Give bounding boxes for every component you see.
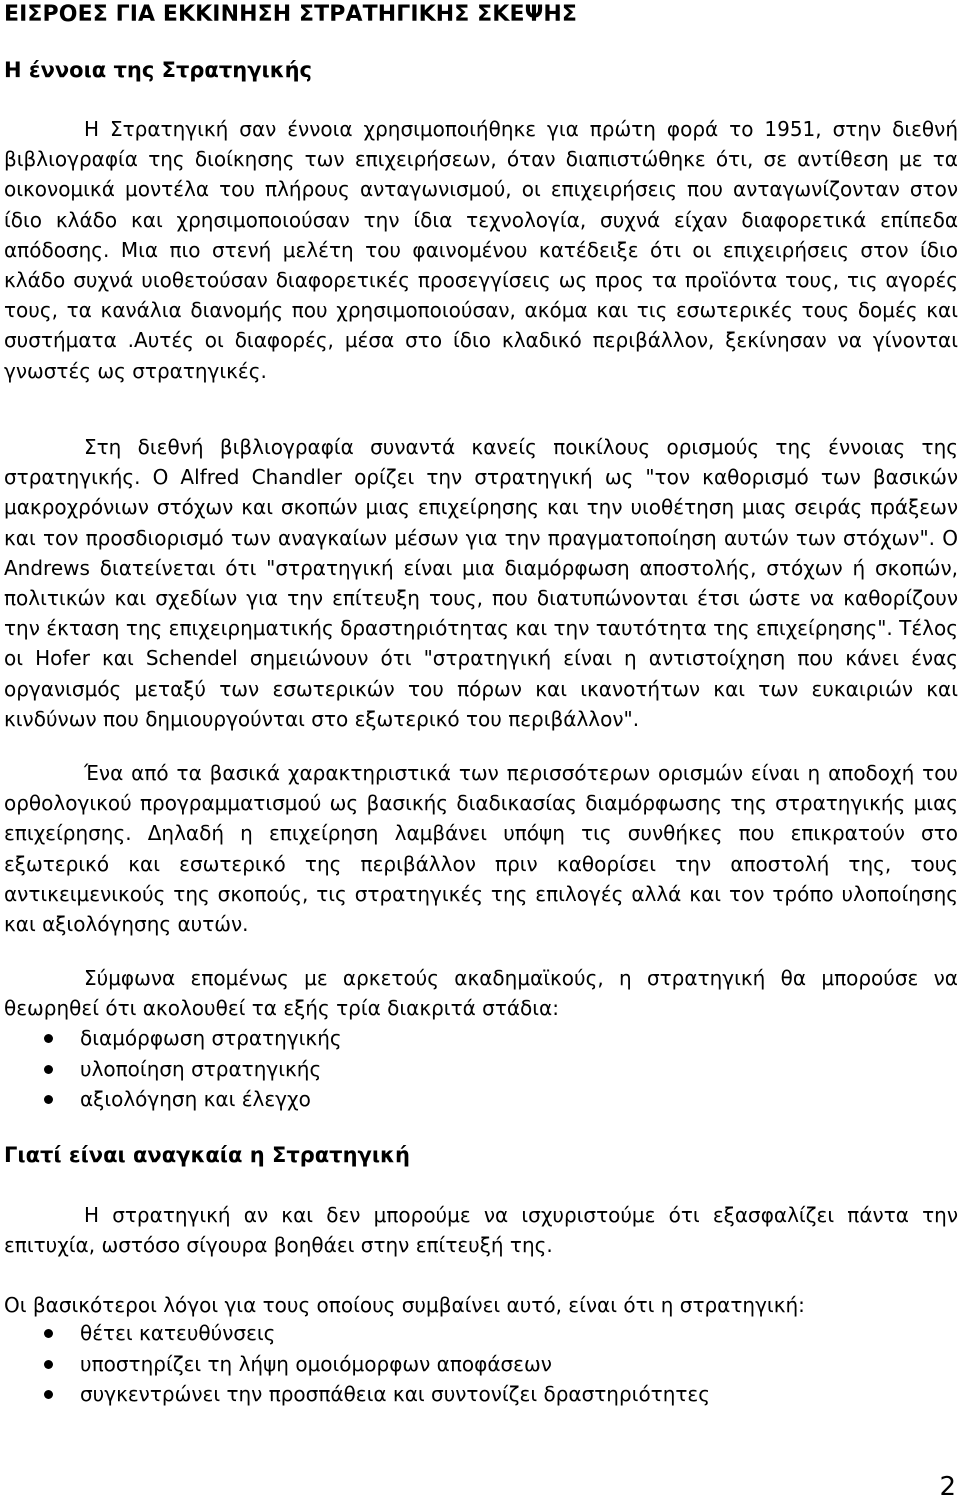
list-item-label: υλοποίηση στρατηγικής [80,1056,322,1081]
bullet-icon [44,1329,53,1338]
paragraph-stages-intro: Σύμφωνα επομένως με αρκετούς ακαδημαϊκούς, η στρατηγική θα μπορούσε να θεωρηθεί ότι ακολουθεί τα εξής τρία διακριτά στάδια: [4,966,958,1021]
list-item [0,1318,710,1349]
list-item [0,1379,710,1410]
document-title: ΕΙΣΡΟΕΣ ΓΙΑ ΕΚΚΙΝΗΣΗ ΣΤΡΑΤΗΓΙΚΗΣ ΣΚΕΨΗΣ [4,2,577,27]
paragraph-reasons-intro: Οι βασικότεροι λόγοι για τους οποίους συμβαίνει αυτό, είναι ότι η στρατηγική: [4,1293,805,1317]
list-item-label: θέτει κατευθύνσεις [80,1321,276,1345]
bullet-icon [44,1360,53,1369]
list-item-label: συγκεντρώνει την προσπάθεια και συντονίζει δραστηριότητες [80,1382,710,1406]
reasons-list [0,1318,710,1410]
stages-list [0,1023,342,1115]
paragraph-rational-planning: Ένα από τα βασικά χαρακτηριστικά των περισσότερων ορισμών είναι η αποδοχή του ορθολογικού προγραμματισμού ως βασικής διαδικασίας διαμόρφωσης της στρατηγικής μιας επιχείρησης. Δηλαδή η επιχείρηση λαμβάνει υπόψη τις συνθήκες που επικρατούν στο εξωτερικό και εσωτερικό της περιβάλλον πριν καθορίσει την αποστολή της, τους αντικειμενικούς της σκοπούς, τις στρατηγικές της επιλογές αλλά και τον τρόπο υλοποίησης και αξιολόγησης αυτών. [4,761,958,937]
paragraph-history: Η Στρατηγική σαν έννοια χρησιμοποιήθηκε για πρώτη φορά το 1951, στην διεθνή βιβλιογραφία της διοίκησης των επιχειρήσεων, όταν διαπιστώθηκε ότι, σε αντίθεση με τα οικονομικά μοντέλα του πλήρους ανταγωνισμού, οι επιχειρήσεις που ανταγωνίζονταν στον ίδιο κλάδο και χρησιμοποιούσαν την ίδια τεχνολογία, συχνά είχαν διαφορετικά επίπεδα απόδοσης. Μια πιο στενή μελέτη του φαινομένου κατέδειξε ότι οι επιχειρήσεις στον ίδιο κλάδο συχνά υιοθετούσαν διαφορετικές προσεγγίσεις ως προς τα προϊόντα τους, τις αγορές τους, τα κανάλια διανομής που χρησιμοποιούσαν, ακόμα και τις εσωτερικές τους δομές και συστήματα .Αυτές οι διαφορές, μέσα στο ίδιο κλαδικό περιβάλλον, ξεκίνησαν να γίνονται γνωστές ως στρατηγικές. [4,117,958,383]
bullet-icon [44,1390,53,1399]
section-heading-strategy-concept: Η έννοια της Στρατηγικής [4,58,313,82]
list-item-label: διαμόρφωση στρατηγικής [80,1026,342,1050]
list-item [0,1054,342,1085]
list-item-label: υποστηρίζει τη λήψη ομοιόμορφων αποφάσεων [80,1351,552,1376]
list-item-label: αξιολόγηση και έλεγχο [80,1087,311,1111]
page-number: 2 [939,1472,956,1502]
bullet-icon [44,1095,53,1104]
section-heading-why-strategy: Γιατί είναι αναγκαία η Στρατηγική [4,1143,410,1167]
list-item [0,1349,710,1380]
paragraph-definitions: Στη διεθνή βιβλιογραφία συναντά κανείς ποικίλους ορισμούς της έννοιας της στρατηγικής. Ο Alfred Chandler ορίζει την στρατηγική ως "τον καθορισμό των βασικών μακροχρόνιων στόχων και σκοπών μιας επιχείρησης και την υιοθέτηση μιας σειράς πράξεων και τον προσδιορισμό των αναγκαίων μέσων για την πραγματοποίηση αυτών των στόχων". Ο Andrews διατείνεται ότι "στρατηγική είναι μια διαμόρφωση αποστολής, στόχων ή σκοπών, πολιτικών και σχεδίων για την επίτευξη τους, που διατυπώνονται έτσι ώστε να καθορίζουν την έκταση της επιχειρηματικής δραστηριότητας και την ταυτότητα της επιχείρησης". Τέλος οι Hofer και Schendel σημειώνουν ότι "στρατηγική είναι η αντιστοίχηση που κάνει ένας οργανισμός μεταξύ των εσωτερικών του πόρων και ικανοτήτων και των ευκαιριών και κινδύνων που δημιουργούνται στο εξωτερικό του περιβάλλον". [4,435,958,731]
bullet-icon [44,1065,53,1074]
bullet-icon [44,1034,53,1043]
list-item [0,1084,342,1115]
paragraph-success: Η στρατηγική αν και δεν μπορούμε να ισχυριστούμε ότι εξασφαλίζει πάντα την επιτυχία, ωστόσο σίγουρα βοηθάει στην επίτευξή της. [4,1203,958,1258]
list-item [0,1023,342,1054]
